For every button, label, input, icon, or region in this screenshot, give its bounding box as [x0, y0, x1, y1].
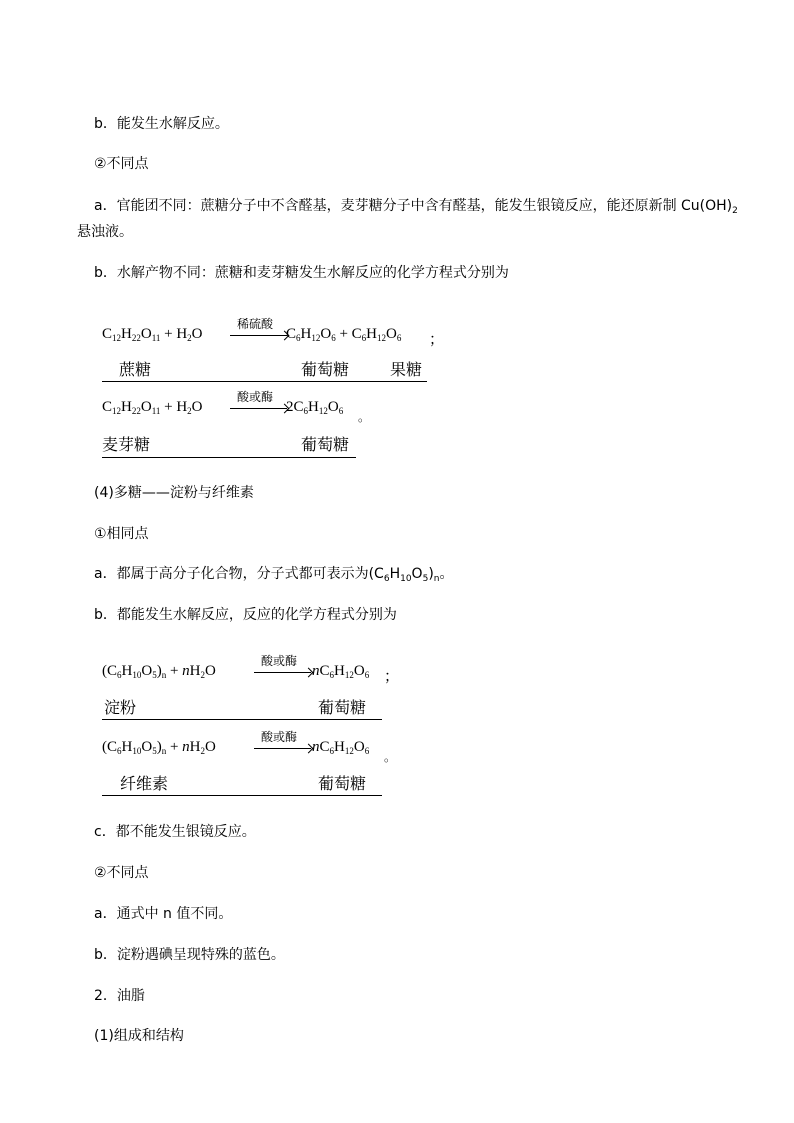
text-fragment: O	[411, 566, 423, 582]
name-product: 葡萄糖	[318, 698, 367, 717]
reaction-arrow	[254, 748, 311, 749]
text-fragment: H	[389, 566, 401, 582]
formula-products: $nC_6H_{12}O_6$	[312, 739, 370, 756]
reaction-condition: 稀硫酸	[237, 317, 274, 331]
text-fragment: 。	[439, 566, 454, 582]
text-line: b．能发生水解反应。	[94, 116, 229, 132]
formula-sucrose: $C_{12}H_{22}O_{11} + H_2O$	[102, 326, 203, 343]
name-product: 葡萄糖	[318, 774, 367, 793]
text-line	[94, 197, 738, 220]
formula-cellulose: $(C_6H_{10}O_5)_n + nH_2O$	[102, 739, 216, 756]
text-line: ②不同点	[94, 865, 149, 881]
text-line	[94, 565, 454, 588]
name-reactant: 淀粉	[104, 698, 137, 717]
reaction-arrow	[254, 672, 311, 673]
formula-products: $nC_6H_{12}O_6$	[312, 663, 370, 680]
end-mark: ；	[384, 669, 400, 685]
text-fragment: )	[428, 566, 434, 582]
reaction-condition: 酸或酶	[261, 654, 298, 668]
subscript: n	[433, 574, 440, 584]
text-line: b．都能发生水解反应，反应的化学方程式分别为	[94, 607, 397, 623]
reaction-arrow	[230, 335, 287, 336]
name-product: 果糖	[390, 360, 423, 379]
text-line: b．水解产物不同：蔗糖和麦芽糖发生水解反应的化学方程式分别为	[94, 265, 509, 281]
formula-maltose: $C_{12}H_{22}O_{11} + H_2O$	[102, 399, 203, 416]
subscript: 6	[383, 574, 390, 584]
end-mark: 。	[358, 410, 371, 424]
text-line: (4)多糖——淀粉与纤维素	[94, 485, 254, 501]
underline-rule	[102, 795, 382, 796]
subscript: 10	[400, 574, 412, 584]
name-product: 葡萄糖	[301, 360, 350, 379]
formula-products: $C_6H_{12}O_6 + C_6H_{12}O_6$	[286, 326, 402, 343]
formula-products: $2C_6H_{12}O_6$	[286, 399, 344, 416]
text-line: a．通式中 n 值不同。	[94, 906, 233, 922]
text-line: (1)组成和结构	[94, 1028, 184, 1044]
reaction-cellulose	[100, 728, 400, 800]
reaction-maltose	[100, 388, 370, 458]
reaction-arrow	[230, 408, 287, 409]
end-mark: 。	[384, 750, 397, 764]
end-mark: ；	[429, 332, 445, 348]
reaction-condition: 酸或酶	[237, 390, 274, 404]
name-reactant: 麦芽糖	[102, 435, 151, 454]
text-line: ②不同点	[94, 156, 149, 172]
name-product: 葡萄糖	[301, 435, 350, 454]
text-line: ①相同点	[94, 526, 149, 542]
text-fragment: a．官能团不同：蔗糖分子中不含醛基，麦芽糖分子中含有醛基，能发生银镜反应，能还原新制 Cu(OH)	[94, 198, 733, 214]
text-line: 2．油脂	[94, 988, 145, 1004]
underline-rule	[102, 719, 382, 720]
text-line: b．淀粉遇碘呈现特殊的蓝色。	[94, 947, 285, 963]
text-fragment: a．都属于高分子化合物，分子式都可表示为(C	[94, 566, 384, 582]
name-reactant: 蔗糖	[119, 360, 152, 379]
reaction-sucrose	[100, 315, 445, 385]
name-reactant: 纤维素	[120, 774, 169, 793]
text-line: 悬浊液。	[77, 224, 133, 240]
reaction-condition: 酸或酶	[261, 730, 298, 744]
underline-rule	[102, 457, 356, 458]
text-line: c．都不能发生银镜反应。	[94, 824, 256, 840]
formula-starch: $(C_6H_{10}O_5)_n + nH_2O$	[102, 663, 216, 680]
reaction-starch	[100, 652, 400, 722]
underline-rule	[102, 381, 427, 382]
subscript: 2	[732, 206, 738, 216]
subscript: 5	[422, 574, 429, 584]
